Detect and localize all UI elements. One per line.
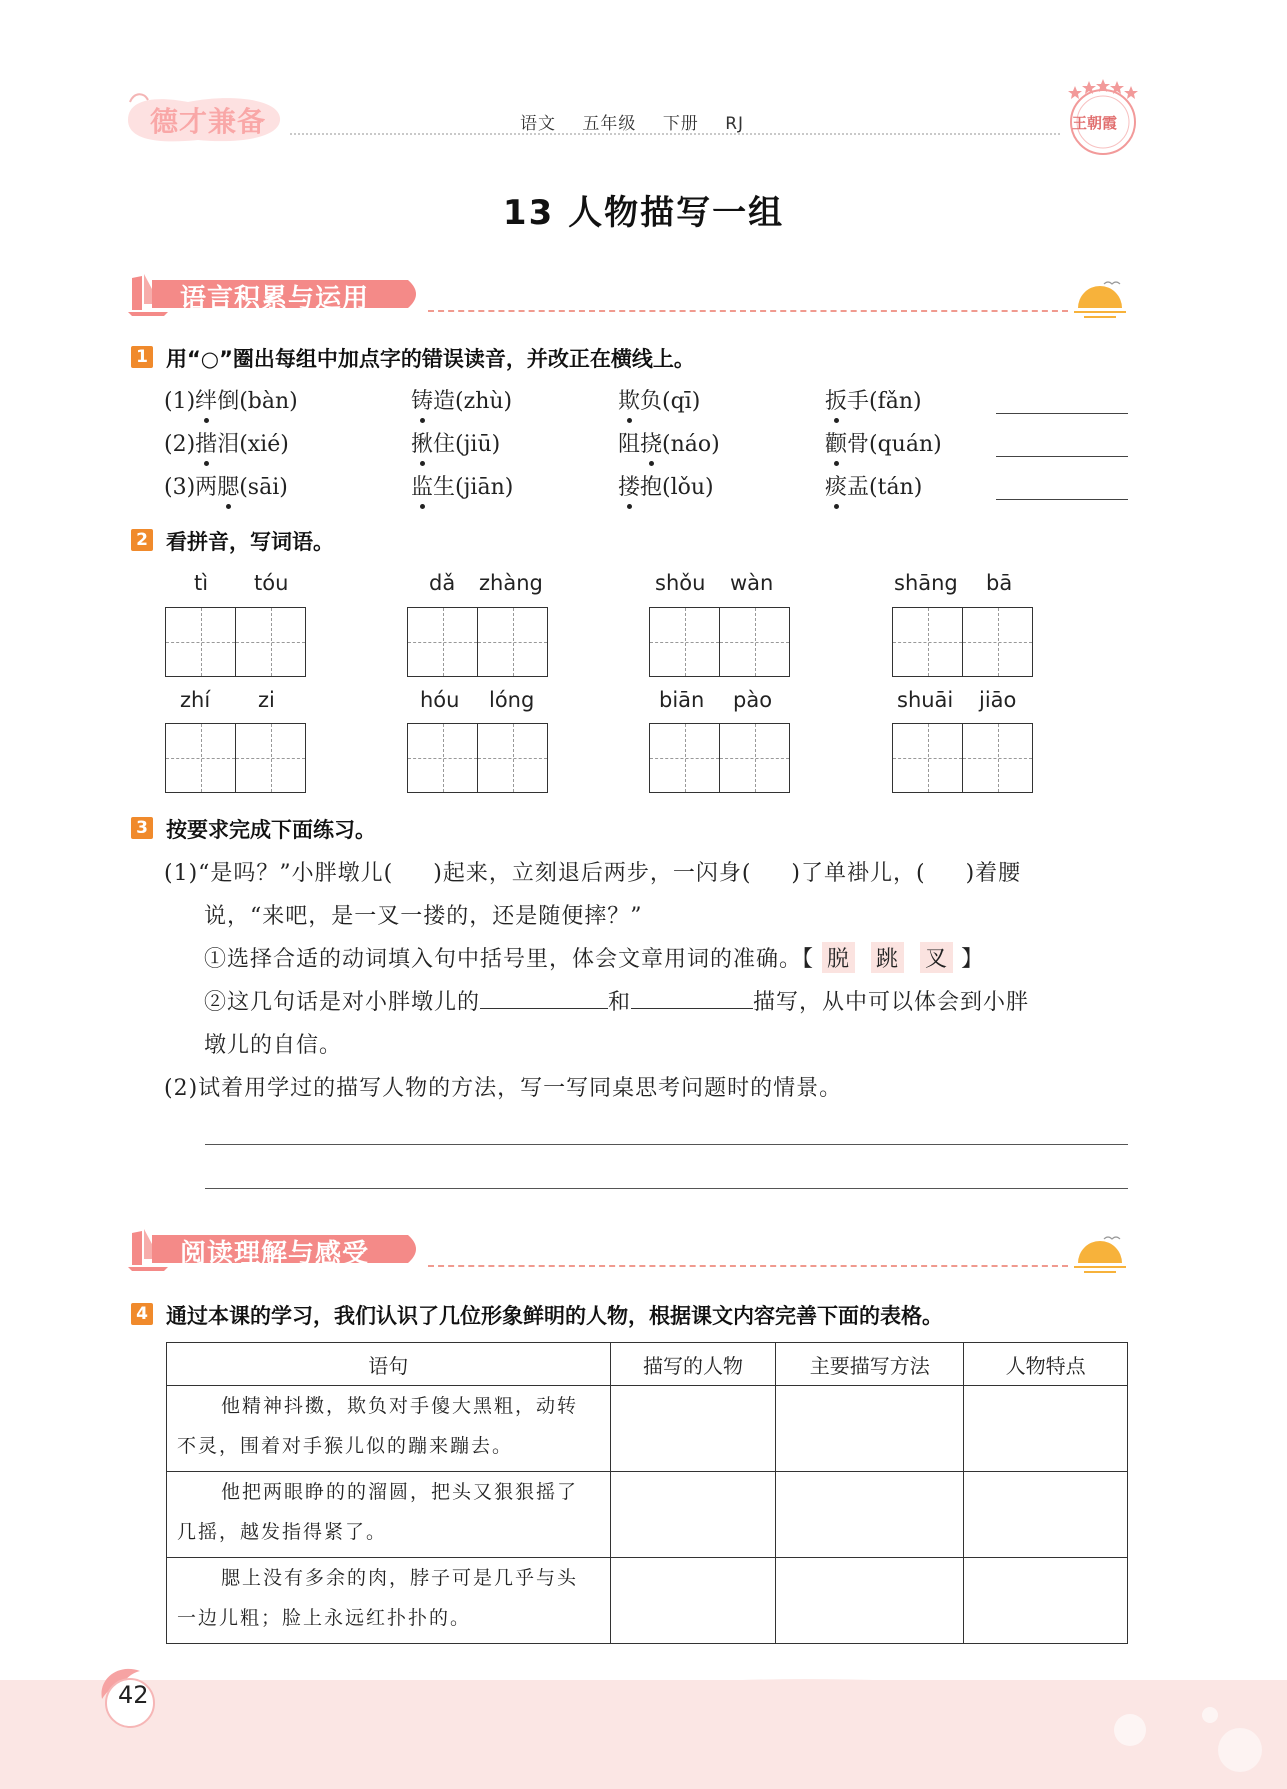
- sub-text: 】: [961, 947, 985, 972]
- writing-box[interactable]: [165, 723, 236, 793]
- col-header: 人物特点: [964, 1343, 1128, 1386]
- q3-sub-1: [204, 942, 984, 973]
- passage-text: )起来，立刻退后两步，一闪身(: [433, 861, 752, 886]
- word-rest: 造(zhù): [433, 389, 513, 414]
- q1-word: [411, 427, 500, 458]
- header-info: [520, 109, 764, 134]
- sentence-line: 一边儿粗；脸上永远红扑扑的。: [177, 1607, 472, 1629]
- brand-title: 德才兼备: [150, 105, 267, 138]
- fill-blank[interactable]: [631, 988, 753, 1009]
- pinyin: bā: [986, 571, 1013, 595]
- question-1-title: 用“○”圈出每组中加点字的错误读音，并改正在横线上。: [166, 347, 695, 371]
- question-2-title: 看拼音，写词语。: [166, 530, 334, 554]
- pinyin: shuāi: [897, 688, 954, 712]
- question-number-1: 1: [131, 346, 153, 368]
- answer-cell[interactable]: [610, 1472, 776, 1558]
- dotted-char: 挠: [640, 427, 662, 458]
- writing-line-1[interactable]: [205, 1144, 1128, 1145]
- pinyin: zi: [258, 688, 275, 712]
- word-rest: 泪(xié): [217, 432, 289, 457]
- question-3-title: 按要求完成下面练习。: [166, 818, 376, 842]
- q1-word: [618, 384, 700, 415]
- q3-sub-2: [204, 985, 1029, 1016]
- section-divider: [428, 1265, 1068, 1267]
- writing-line-2[interactable]: [205, 1188, 1128, 1189]
- pinyin: shāng: [894, 571, 958, 595]
- pinyin: tóu: [254, 571, 289, 595]
- passage-text: (1)“是吗？”小胖墩儿(: [164, 861, 394, 886]
- writing-box[interactable]: [892, 607, 963, 677]
- sentence-line: 腮上没有多余的肉，脖子可是几乎与头: [221, 1567, 579, 1589]
- dotted-char: 痰: [825, 470, 847, 501]
- q1-row-2: [164, 427, 289, 458]
- answer-cell[interactable]: [776, 1472, 964, 1558]
- q1-word: [618, 470, 714, 501]
- dotted-char: 揪: [411, 427, 433, 458]
- word-pre: 阻: [618, 432, 641, 457]
- sentence-cell: [167, 1386, 611, 1472]
- col-header: 主要描写方法: [776, 1343, 964, 1386]
- table-row: [167, 1386, 1128, 1472]
- col-header: 描写的人物: [610, 1343, 776, 1386]
- answer-cell[interactable]: [964, 1558, 1128, 1644]
- writing-box[interactable]: [719, 607, 790, 677]
- writing-box[interactable]: [407, 607, 478, 677]
- answer-cell[interactable]: [964, 1386, 1128, 1472]
- dotted-char: 颧: [825, 427, 847, 458]
- answer-line-3[interactable]: [996, 499, 1128, 500]
- word-rest: 骨(quán): [847, 432, 942, 457]
- writing-box[interactable]: [719, 723, 790, 793]
- word-rest: 抱(lǒu): [640, 475, 714, 500]
- sentence-cell: [167, 1472, 611, 1558]
- answer-line-1[interactable]: [996, 413, 1128, 414]
- pinyin: tì: [194, 571, 209, 595]
- pinyin: zhí: [180, 688, 211, 712]
- question-number-4: 4: [131, 1303, 153, 1325]
- row-label: (3): [164, 475, 196, 500]
- sentence-cell: [167, 1558, 611, 1644]
- writing-box[interactable]: [649, 607, 720, 677]
- answer-cell[interactable]: [776, 1386, 964, 1472]
- section-title-language: 语言积累与运用: [180, 284, 370, 314]
- writing-box[interactable]: [235, 607, 306, 677]
- word-rest: 住(jiū): [433, 432, 501, 457]
- word-rest: (sāi): [239, 475, 288, 500]
- dotted-char: 腮: [217, 470, 239, 501]
- choice-word: 脱: [822, 942, 855, 973]
- pinyin: wàn: [730, 571, 774, 595]
- q1-row-3: [164, 470, 288, 501]
- pinyin: shǒu: [655, 571, 706, 595]
- dotted-char: 铸: [411, 384, 433, 415]
- answer-cell[interactable]: [610, 1386, 776, 1472]
- dotted-char: 绊: [195, 384, 217, 415]
- table-header-row: [167, 1343, 1128, 1386]
- sub-text: ①选择合适的动词填入句中括号里，体会文章用词的准确。【: [204, 947, 815, 972]
- sub-text: ②这几句话是对小胖墩儿的: [204, 990, 481, 1015]
- writing-box[interactable]: [892, 723, 963, 793]
- answer-line-2[interactable]: [996, 456, 1128, 457]
- answer-cell[interactable]: [776, 1558, 964, 1644]
- q3-sub-2-line-2: 墩儿的自信。: [204, 1033, 343, 1058]
- writing-box[interactable]: [962, 607, 1033, 677]
- sunset-icon: [1070, 1233, 1130, 1281]
- sub-text: 描写，从中可以体会到小胖: [753, 990, 1030, 1015]
- section-divider: [428, 310, 1068, 312]
- fill-blank[interactable]: [480, 988, 608, 1009]
- question-number-3: 3: [131, 817, 153, 839]
- sentence-line: 几摇，越发指得紧了。: [177, 1521, 388, 1543]
- answer-cell[interactable]: [964, 1472, 1128, 1558]
- row-label: (1): [164, 389, 196, 414]
- sentence-line: 他把两眼睁的的溜圆，把头又狠狠摇了: [221, 1481, 579, 1503]
- word-rest: (náo): [662, 432, 720, 457]
- lesson-title: 13 人物描写一组: [502, 193, 785, 233]
- q1-word: [825, 470, 922, 501]
- writing-box[interactable]: [962, 723, 1033, 793]
- pinyin: dǎ: [429, 571, 456, 595]
- q1-word: [411, 384, 512, 415]
- word-rest: 倒(bàn): [217, 389, 298, 414]
- q1-word: [825, 384, 922, 415]
- seal-name: 王朝霞: [1072, 114, 1118, 132]
- sentence-line: 他精神抖擞，欺负对手傻大黑粗，动转: [221, 1395, 579, 1417]
- col-header: 语句: [167, 1343, 611, 1386]
- word-rest: 盂(tán): [847, 475, 923, 500]
- table-row: [167, 1472, 1128, 1558]
- word-rest: 手(fǎn): [847, 389, 922, 414]
- writing-box[interactable]: [407, 723, 478, 793]
- sunset-icon: [1070, 278, 1130, 326]
- reading-table: [166, 1342, 1128, 1644]
- passage-text: )着腰: [965, 861, 1022, 886]
- question-4-title: 通过本课的学习，我们认识了几位形象鲜明的人物，根据课文内容完善下面的表格。: [166, 1304, 943, 1328]
- pinyin: lóng: [489, 688, 535, 712]
- writing-box[interactable]: [235, 723, 306, 793]
- dotted-char: 揩: [195, 427, 217, 458]
- table-row: [167, 1558, 1128, 1644]
- word-pre: 两: [195, 475, 218, 500]
- writing-box[interactable]: [477, 607, 548, 677]
- sub-text: 和: [608, 990, 632, 1015]
- word-rest: 生(jiān): [433, 475, 514, 500]
- pinyin: pào: [733, 688, 773, 712]
- pinyin: biān: [659, 688, 705, 712]
- header-grade: 五年级: [582, 114, 637, 134]
- header-volume: 下册: [662, 114, 699, 134]
- header-subject: 语文: [520, 114, 556, 134]
- question-number-2: 2: [131, 529, 153, 551]
- row-label: (2): [164, 432, 196, 457]
- writing-box[interactable]: [477, 723, 548, 793]
- passage-text: )了单褂儿，(: [791, 861, 926, 886]
- pinyin: jiāo: [979, 688, 1017, 712]
- pinyin: zhàng: [479, 571, 543, 595]
- writing-box[interactable]: [649, 723, 720, 793]
- section-title-reading: 阅读理解与感受: [180, 1239, 370, 1269]
- dotted-char: 欺: [618, 384, 640, 415]
- pinyin: hóu: [420, 688, 460, 712]
- q1-word: [825, 427, 942, 458]
- q1-row-1: [164, 384, 298, 415]
- writing-box[interactable]: [165, 607, 236, 677]
- sentence-line: 不灵，围着对手猴儿似的蹦来蹦去。: [177, 1435, 514, 1457]
- choice-word: 叉: [920, 942, 953, 973]
- dotted-char: 监: [411, 470, 433, 501]
- dotted-char: 搂: [618, 470, 640, 501]
- word-rest: 负(qī): [640, 389, 701, 414]
- header-edition: RJ: [725, 114, 745, 134]
- q3-part-2: (2)试着用学过的描写人物的方法，写一写同桌思考问题时的情景。: [164, 1076, 843, 1101]
- choice-word: 跳: [871, 942, 904, 973]
- answer-cell[interactable]: [610, 1558, 776, 1644]
- bubble-decoration: [1080, 1690, 1280, 1780]
- q1-word: [618, 427, 720, 458]
- q3-passage-line-2: 说，“来吧，是一叉一搂的，还是随便摔？”: [204, 904, 643, 929]
- q3-passage-line-1: [164, 856, 1021, 887]
- q1-word: [411, 470, 513, 501]
- dotted-char: 扳: [825, 384, 847, 415]
- page-number: 42: [118, 1681, 149, 1709]
